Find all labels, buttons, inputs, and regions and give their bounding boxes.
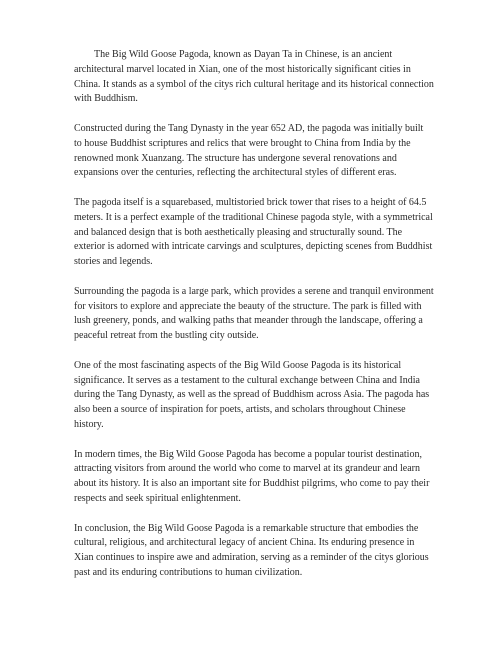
- text-line: to house Buddhist scriptures and relics that were brought to China from India by the: [74, 137, 411, 149]
- text-line: significance. It serves as a testament to the cultural exchange between China and India: [74, 374, 420, 386]
- paragraph-design: [74, 196, 434, 270]
- paragraph-modern: [74, 448, 434, 507]
- document-body: [74, 48, 434, 595]
- text-line: renowned monk Xuanzang. The structure has undergone several renovations and: [74, 152, 397, 164]
- text-line: stories and legends.: [74, 256, 153, 268]
- text-line: In modern times, the Big Wild Goose Pagoda has become a popular tourist destination,: [74, 448, 422, 460]
- text-line: history.: [74, 418, 104, 430]
- text-line: One of the most fascinating aspects of the Big Wild Goose Pagoda is its historical: [74, 359, 402, 371]
- text-line: Constructed during the Tang Dynasty in the year 652 AD, the pagoda was initially built: [74, 122, 424, 134]
- text-line: lush greenery, ponds, and walking paths that meander through the landscape, offering a: [74, 315, 423, 327]
- paragraph-park: [74, 285, 434, 344]
- text-line: cultural, religious, and architectural legacy of ancient China. Its enduring presence in: [74, 537, 415, 549]
- text-line: about its history. It is also an important site for Buddhist pilgrims, who come to pay their: [74, 478, 430, 490]
- text-line: for visitors to explore and appreciate the beauty of the structure. The park is filled with: [74, 300, 422, 312]
- text-line: exterior is adorned with intricate carvings and sculptures, depicting scenes from Buddhist: [74, 241, 433, 253]
- text-line: with Buddhism.: [74, 93, 138, 105]
- text-line: In conclusion, the Big Wild Goose Pagoda is a remarkable structure that embodies the: [74, 522, 419, 534]
- text-line: Xian continues to inspire awe and admiration, serving as a reminder of the citys glorious: [74, 552, 429, 564]
- paragraph-intro: [74, 48, 434, 107]
- text-line: peaceful retreat from the bustling city outside.: [74, 330, 259, 342]
- text-line: during the Tang Dynasty, as well as the spread of Buddhism across Asia. The pagoda has: [74, 389, 430, 401]
- text-line: The Big Wild Goose Pagoda, known as Dayan Ta in Chinese, is an ancient: [94, 49, 393, 60]
- paragraph-conclusion: [74, 522, 434, 581]
- text-line: also been a source of inspiration for poets, artists, and scholars throughout Chinese: [74, 404, 406, 416]
- text-line: meters. It is a perfect example of the traditional Chinese pagoda style, with a symmetrical: [74, 211, 433, 223]
- text-line: and balanced design that is both aesthetically pleasing and structurally sound. The: [74, 226, 403, 238]
- text-line: architectural marvel located in Xian, one of the most historically significant cities in: [74, 63, 411, 75]
- text-line: expansions over the centuries, reflecting the architectural styles of different eras.: [74, 167, 397, 179]
- text-line: The pagoda itself is a squarebased, multistoried brick tower that rises to a height of 64.5: [74, 196, 427, 208]
- text-line: attracting visitors from around the world who come to marvel at its grandeur and learn: [74, 463, 421, 475]
- text-line: China. It stands as a symbol of the citys rich cultural heritage and its historical connection: [74, 78, 434, 90]
- paragraph-significance: [74, 359, 434, 433]
- paragraph-construction: [74, 122, 434, 181]
- text-line: past and its enduring contributions to human civilization.: [74, 566, 303, 578]
- text-line: Surrounding the pagoda is a large park, which provides a serene and tranquil environment: [74, 285, 434, 297]
- text-line: respects and seek spiritual enlightenment.: [74, 492, 241, 504]
